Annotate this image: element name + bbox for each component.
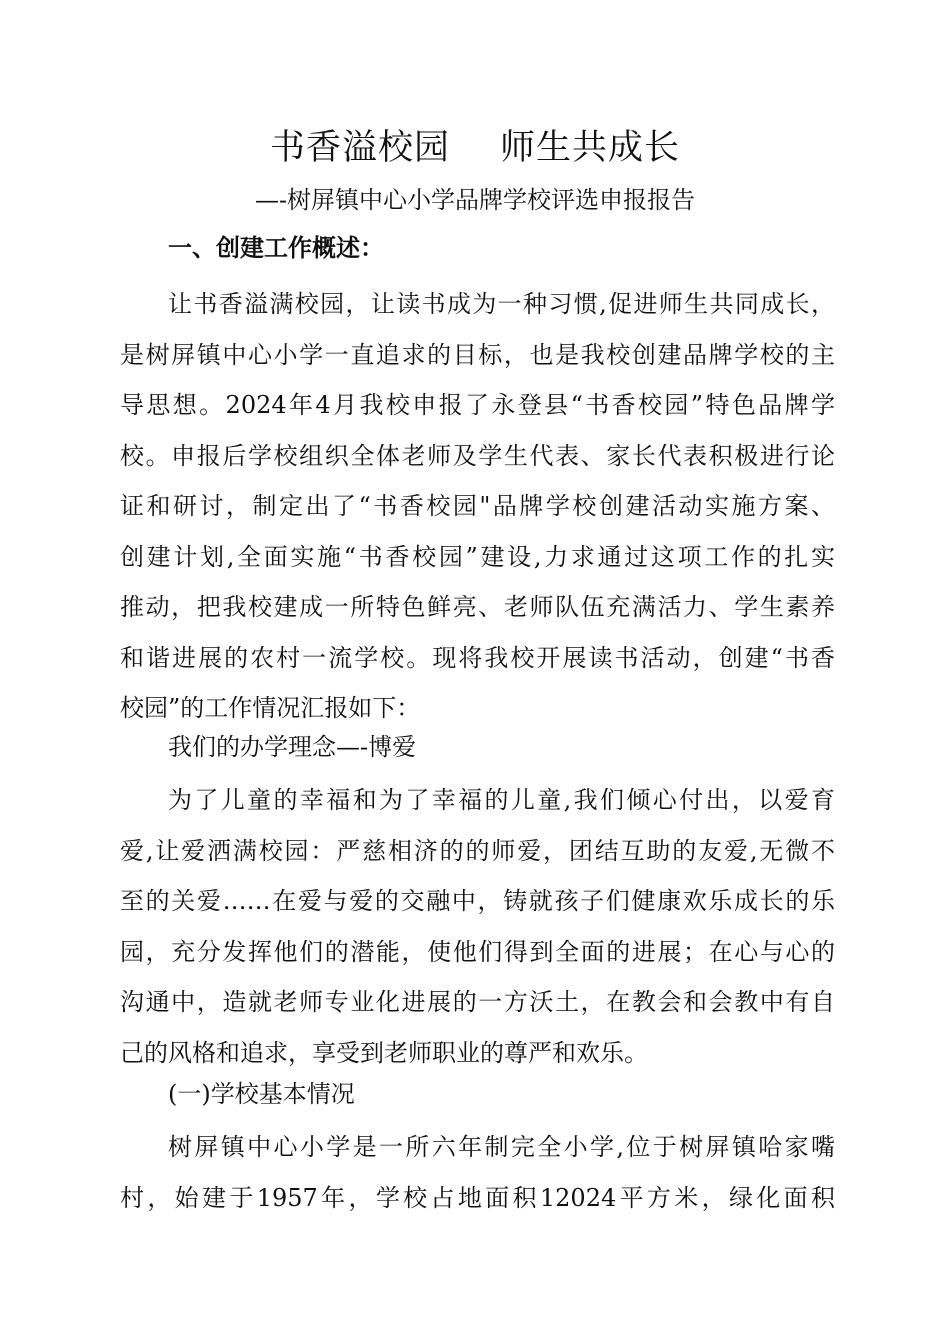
paragraph-line: 己的风格和追求，享受到老师职业的尊严和欢乐。 [120, 1038, 648, 1067]
philosophy-line: 我们的办学理念—-博爱 [168, 733, 417, 761]
paragraph-line: 园，充分发挥他们的潜能，使他们得到全面的进展；在心与心的 [120, 937, 835, 966]
paragraph-line: 和谐进展的农村一流学校。现将我校开展读书活动，创建“书香 [120, 643, 835, 672]
paragraph-overview [120, 279, 835, 734]
paragraph-line: 爱,让爱洒满校园：严慈相济的的师爱，团结互助的友爱,无微不 [120, 836, 835, 865]
paragraph-line: 沟通中，造就老师专业化进展的一方沃土，在教会和会教中有自 [120, 988, 835, 1016]
title-part-1: 书香溢校园 [269, 128, 450, 168]
paragraph-line: 是树屏镇中心小学一直追求的目标，也是我校创建品牌学校的主 [120, 340, 835, 369]
subsection-heading: (一)学校基本情况 [168, 1080, 355, 1108]
paragraph-line: 推动，把我校建成一所特色鲜亮、老师队伍充满活力、学生素养 [120, 593, 835, 621]
paragraph-basic-info [120, 1122, 835, 1223]
paragraph-line: 校。申报后学校组织全体老师及学生代表、家长代表积极进行论 [120, 441, 835, 470]
paragraph-line: 至的关爱……在爱与爱的交融中，铸就孩子们健康欢乐成长的乐 [120, 887, 835, 915]
paragraph-line: 创建计划,全面实施“书香校园”建设,力求通过这项工作的扎实 [120, 542, 835, 571]
section-heading: 一、创建工作概述： [168, 234, 384, 262]
paragraph-line: 校园”的工作情况汇报如下： [120, 694, 421, 722]
paragraph-line: 村，始建于1957年，学校占地面积12024平方米，绿化面积 [120, 1183, 835, 1212]
paragraph-line: 让书香溢满校园，让读书成为一种习惯,促进师生共同成长， [168, 290, 835, 318]
paragraph-line: 导思想。2024年4月我校申报了永登县“书香校园”特色品牌学 [120, 391, 835, 419]
paragraph-philosophy [120, 775, 835, 1078]
paragraph-line: 树屏镇中心小学是一所六年制完全小学,位于树屏镇哈家嘴 [168, 1133, 835, 1161]
document-title [0, 124, 950, 172]
paragraph-line: 为了儿童的幸福和为了幸福的儿童,我们倾心付出，以爱育 [168, 786, 835, 814]
paragraph-line: 证和研讨，制定出了“书香校园"品牌学校创建活动实施方案、 [120, 492, 835, 520]
title-part-2: 师生共成长 [500, 128, 681, 168]
document-subtitle: —-树屏镇中心小学品牌学校评选申报报告 [254, 186, 696, 214]
